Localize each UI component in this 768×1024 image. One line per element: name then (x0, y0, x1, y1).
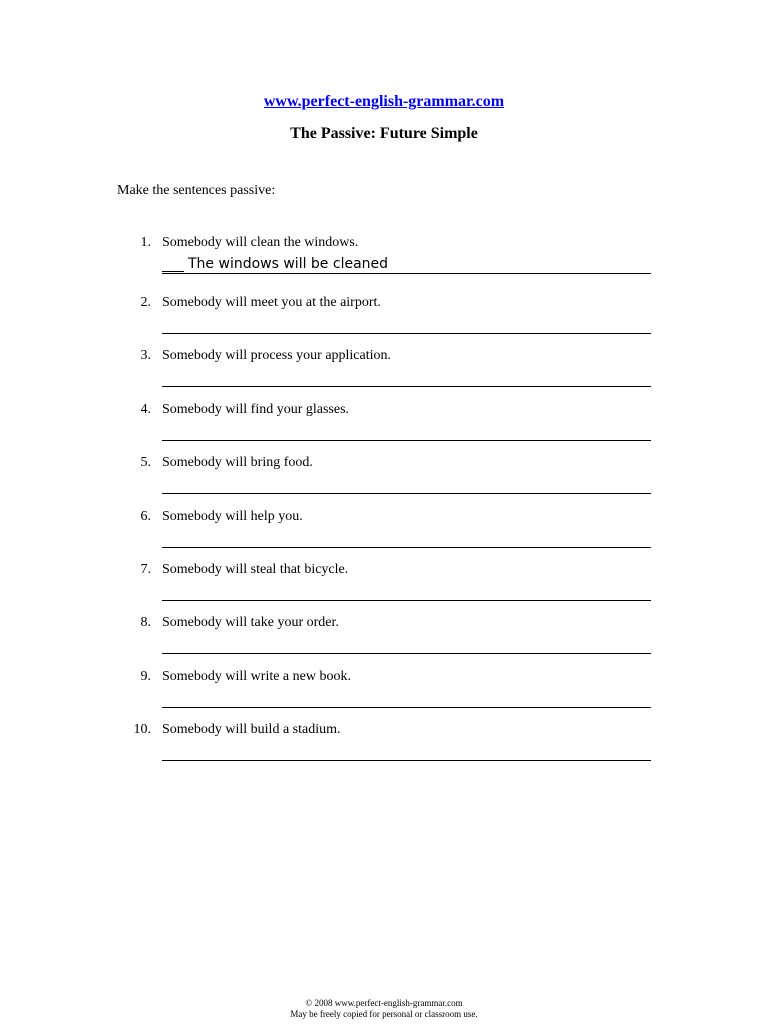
exercise-number: 9. (140, 669, 151, 684)
answer-line[interactable] (162, 273, 651, 274)
answer-text[interactable]: The windows will be cleaned (188, 256, 389, 272)
exercise-sentence: Somebody will help you. (162, 509, 303, 524)
exercise-sentence: Somebody will bring food. (162, 455, 313, 470)
exercise-sentence: Somebody will take your order. (162, 615, 339, 630)
answer-line[interactable] (162, 760, 651, 761)
answer-line[interactable] (162, 440, 651, 441)
exercise-number: 2. (140, 295, 151, 310)
exercise-number: 8. (140, 615, 151, 630)
exercise-sentence: Somebody will find your glasses. (162, 402, 350, 417)
exercise-item (0, 669, 768, 723)
exercise-item (0, 615, 768, 669)
exercise-item (0, 455, 768, 509)
answer-line[interactable] (162, 547, 651, 548)
answer-line[interactable] (162, 493, 651, 494)
answer-underline-lead (162, 271, 184, 272)
exercise-sentence: Somebody will steal that bicycle. (162, 562, 349, 577)
exercise-number: 7. (140, 562, 151, 577)
exercise-number: 10. (133, 722, 151, 737)
exercise-item (0, 295, 768, 349)
answer-line[interactable] (162, 600, 651, 601)
answer-line[interactable] (162, 386, 651, 387)
exercise-number: 4. (140, 402, 151, 417)
footer-copyright: © 2008 www.perfect-english-grammar.com (305, 998, 463, 1008)
answer-line[interactable] (162, 333, 651, 334)
exercise-sentence: Somebody will process your application. (162, 348, 392, 363)
exercise-number: 5. (140, 455, 151, 470)
answer-line[interactable] (162, 707, 651, 708)
exercise-sentence: Somebody will build a stadium. (162, 722, 341, 737)
instruction-text: Make the sentences passive: (117, 183, 276, 198)
page-footer (0, 998, 768, 1020)
exercise-item (0, 562, 768, 616)
page-title: The Passive: Future Simple (290, 125, 478, 142)
exercise-number: 1. (140, 235, 151, 250)
exercise-item (0, 348, 768, 402)
exercise-item (0, 509, 768, 563)
exercise-sentence: Somebody will write a new book. (162, 669, 351, 684)
exercise-item (0, 722, 768, 776)
exercise-sentence: Somebody will clean the windows. (162, 235, 359, 250)
exercise-number: 3. (140, 348, 151, 363)
exercise-sentence: Somebody will meet you at the airport. (162, 295, 381, 310)
site-link[interactable]: www.perfect-english-grammar.com (263, 93, 505, 110)
footer-license: May be freely copied for personal or classroom use. (290, 1009, 478, 1019)
exercise-item (0, 235, 768, 289)
answer-line[interactable] (162, 653, 651, 654)
exercise-item (0, 402, 768, 456)
exercise-number: 6. (140, 509, 151, 524)
